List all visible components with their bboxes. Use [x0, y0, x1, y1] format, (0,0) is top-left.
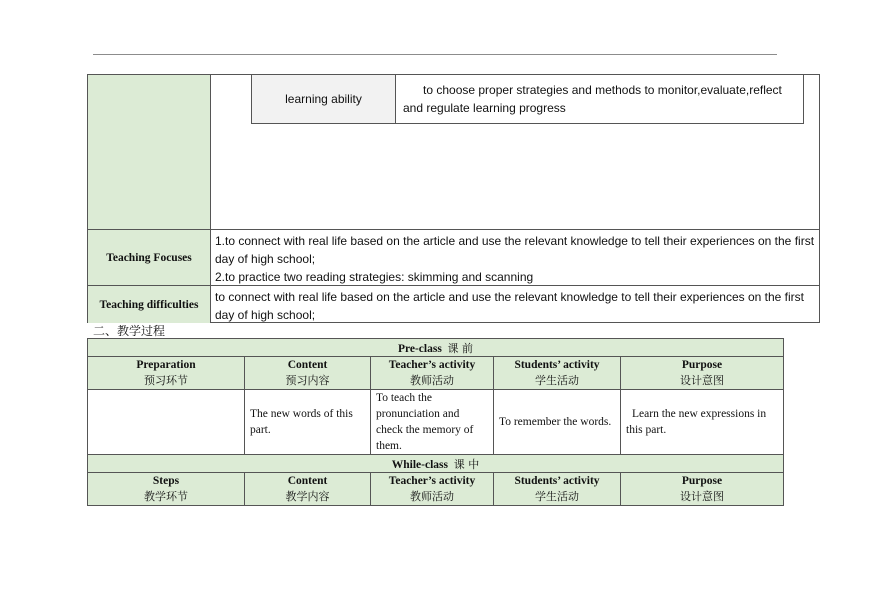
teaching-focuses-label: Teaching Focuses [88, 230, 211, 286]
while-class-header-row [88, 473, 784, 506]
pre-header-purpose: Purpose 设计意图 [621, 357, 784, 390]
process-table [87, 338, 784, 506]
pre-header-students: Students’ activity 学生活动 [494, 357, 621, 390]
teaching-focuses-row [88, 229, 819, 286]
learning-ability-text: to choose proper strategies and methods to monitor,evaluate,reflect and regulate learning progress [403, 83, 782, 115]
objectives-side-cell [88, 75, 211, 230]
pre-cell-purpose: Learn the new expressions in this part. [621, 390, 784, 455]
pre-cell-preparation [88, 390, 245, 455]
while-class-band-en: While-class [391, 458, 448, 471]
pre-class-band [88, 339, 784, 357]
pre-class-band-cn: 课 前 [447, 341, 474, 355]
while-class-band [88, 455, 784, 473]
pre-cell-teacher: To teach the pronunciation and check the memory of them. [371, 390, 494, 455]
section-title: 二、教学过程 [93, 324, 166, 338]
while-header-steps: Steps 教学环节 [88, 473, 245, 506]
focus-line-2: 2.to practice two reading strategies: skimming and scanning [215, 270, 534, 284]
while-header-content: Content 教学内容 [245, 473, 371, 506]
pre-class-row [88, 390, 784, 455]
while-header-students: Students’ activity 学生活动 [494, 473, 621, 506]
pre-class-header-row [88, 357, 784, 390]
pre-cell-students: To remember the words. [494, 390, 621, 455]
teaching-difficulties-row [88, 285, 819, 323]
teaching-focuses-text [215, 232, 817, 286]
learning-ability-label: learning ability [252, 75, 396, 123]
learning-ability-row [251, 75, 804, 124]
header-rule [93, 54, 777, 55]
while-header-purpose: Purpose 设计意图 [621, 473, 784, 506]
objectives-table [87, 74, 820, 323]
focus-line-1: 1.to connect with real life based on the article and use the relevant knowledge to tell their experiences on the first day of high school; [215, 234, 815, 266]
teaching-difficulties-text: to connect with real life based on the article and use the relevant knowledge to tell their experiences on the first day of high school; [215, 290, 805, 322]
pre-cell-content: The new words of this part. [245, 390, 371, 455]
while-class-band-cn: 课 中 [453, 457, 480, 471]
pre-header-content: Content 预习内容 [245, 357, 371, 390]
pre-header-preparation: Preparation 预习环节 [88, 357, 245, 390]
pre-class-band-en: Pre-class [397, 342, 442, 355]
teaching-difficulties-label: Teaching difficulties [88, 286, 211, 323]
while-header-teacher: Teacher’s activity 教师活动 [371, 473, 494, 506]
pre-header-teacher: Teacher’s activity 教师活动 [371, 357, 494, 390]
